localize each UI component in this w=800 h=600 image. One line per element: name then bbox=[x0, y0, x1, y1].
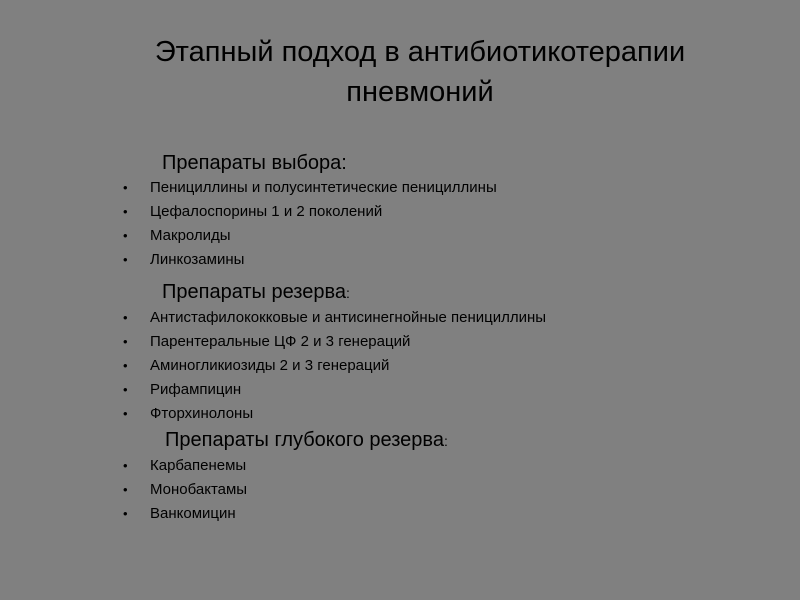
bullet-icon: • bbox=[123, 180, 128, 195]
list-item-text: Рифампицин bbox=[150, 381, 242, 398]
list-item bbox=[0, 502, 800, 526]
list-item-text: Линкозамины bbox=[150, 251, 245, 268]
section-reserve-drugs bbox=[0, 279, 800, 426]
list-item bbox=[0, 378, 800, 402]
list-item-text: Цефалоспорины 1 и 2 поколений bbox=[150, 203, 383, 220]
list-item bbox=[0, 248, 800, 272]
list-item bbox=[0, 306, 800, 330]
bullet-icon: • bbox=[123, 252, 128, 267]
list-item bbox=[0, 454, 800, 478]
list-item bbox=[0, 200, 800, 224]
section-heading bbox=[162, 150, 800, 176]
list-item-text: Антистафилококковые и антисинегнойные пенициллины bbox=[150, 309, 547, 326]
section-deep-reserve-drugs bbox=[0, 427, 800, 526]
list-item bbox=[0, 330, 800, 354]
drug-list bbox=[0, 306, 800, 426]
section-heading-suffix: : bbox=[346, 285, 350, 301]
list-item-text: Пенициллины и полусинтетические пенициллины bbox=[150, 179, 497, 196]
section-heading bbox=[162, 279, 800, 306]
bullet-icon: • bbox=[123, 406, 128, 421]
section-heading-text: Препараты выбора: bbox=[162, 152, 347, 174]
bullet-icon: • bbox=[123, 506, 128, 521]
bullet-icon: • bbox=[123, 482, 128, 497]
list-item-text: Карбапенемы bbox=[150, 457, 247, 474]
bullet-icon: • bbox=[123, 228, 128, 243]
section-heading bbox=[165, 427, 800, 454]
list-item-text: Парентеральные ЦФ 2 и 3 генераций bbox=[150, 333, 411, 350]
list-item bbox=[0, 176, 800, 200]
bullet-icon: • bbox=[123, 358, 128, 373]
list-item bbox=[0, 478, 800, 502]
slide-title bbox=[120, 32, 720, 112]
slide-title-line-1: Этапный подход в антибиотикотерапии bbox=[154, 36, 686, 68]
bullet-icon: • bbox=[123, 310, 128, 325]
list-item bbox=[0, 402, 800, 426]
drug-list bbox=[0, 454, 800, 526]
list-item-text: Аминогликиозиды 2 и 3 генераций bbox=[150, 357, 390, 374]
bullet-icon: • bbox=[123, 334, 128, 349]
list-item-text: Ванкомицин bbox=[150, 505, 236, 522]
list-item bbox=[0, 354, 800, 378]
bullet-icon: • bbox=[123, 204, 128, 219]
list-item-text: Макролиды bbox=[150, 227, 231, 244]
list-item-text: Фторхинолоны bbox=[150, 405, 254, 422]
section-heading-suffix: : bbox=[443, 433, 448, 449]
section-heading-text: Препараты резерва bbox=[162, 281, 346, 303]
slide-title-line-2: пневмоний bbox=[346, 76, 494, 108]
drug-list bbox=[0, 176, 800, 272]
list-item-text: Монобактамы bbox=[150, 481, 248, 498]
section-heading-text: Препараты глубокого резерва bbox=[165, 429, 444, 451]
list-item bbox=[0, 224, 800, 248]
bullet-icon: • bbox=[123, 458, 128, 473]
bullet-icon: • bbox=[123, 382, 128, 397]
section-first-line-drugs bbox=[0, 150, 800, 272]
